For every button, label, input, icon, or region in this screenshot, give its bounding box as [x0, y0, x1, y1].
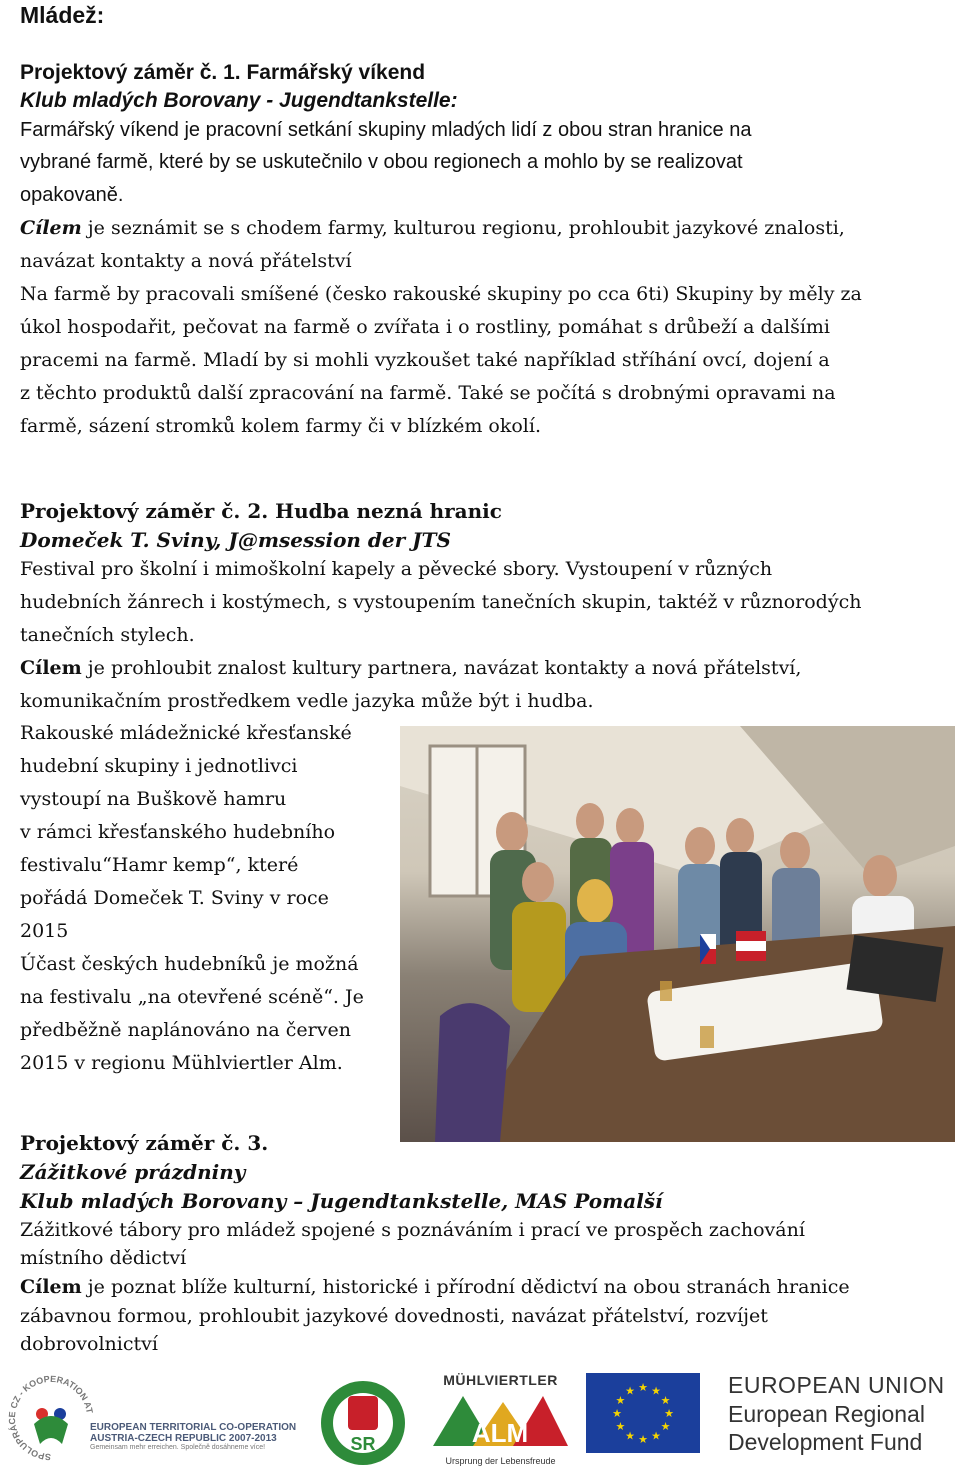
p1-heading: Projektový záměr č. 1. Farmářský víkend	[20, 61, 426, 84]
p2-side-line-3: v rámci křesťanského hudebního	[20, 821, 336, 843]
p2-side-line-5: pořádá Domeček T. Sviny v roce	[20, 887, 329, 909]
p3-subheading: Zážitkové prázdniny	[20, 1160, 246, 1184]
page-title: Mládež:	[20, 2, 105, 28]
eu-star-icon: ★	[651, 1384, 661, 1398]
eu-line1: EUROPEAN UNION	[728, 1372, 945, 1398]
p2-heading: Projektový záměr č. 2. Hudba nezná hranic	[20, 499, 502, 523]
p1-goal-line-6: farmě, sázení stromků kolem farmy či v blízkém okolí.	[20, 415, 541, 437]
p1-goal-line-0	[20, 216, 845, 240]
p1-line-0: Farmářský víkend je pracovní setkání skupiny mladých lidí z obou stran hranice na	[20, 119, 752, 141]
p1-line-1: vybrané farmě, které by se uskutečnilo v obou regionech a mohlo by se realizovat	[20, 151, 743, 173]
p2-side-line-2: vystoupí na Buškově hamru	[20, 788, 287, 810]
eu-star-icon: ★	[625, 1384, 635, 1398]
p1-goal-line-3: úkol hospodařit, pečovat na farmě o zvířata i o rostliny, pomáhat s drůbeží a dalšími	[20, 316, 831, 338]
eu-star-icon: ★	[625, 1429, 635, 1443]
eu-star-icon: ★	[612, 1407, 622, 1420]
eu-star-icon: ★	[664, 1407, 674, 1420]
sr-letters: SR	[350, 1434, 376, 1454]
p3-org: Klub mladých Borovany – Jugendtankstelle, MAS Pomalší	[20, 1189, 663, 1213]
cooperation-logo-icon	[6, 1374, 96, 1469]
p2-line-0: Festival pro školní i mimoškolní kapely a pěvecké sbory. Vystoupení v různých	[20, 558, 773, 580]
coop-line1: EUROPEAN TERRITORIAL CO-OPERATION	[90, 1422, 297, 1433]
eu-star-icon: ★	[638, 1381, 648, 1394]
eu-text-block	[728, 1370, 958, 1456]
eu-star-icon: ★	[651, 1429, 661, 1443]
alm-bottom-text: Ursprung der Lebensfreude	[445, 1456, 556, 1466]
eu-star-icon: ★	[615, 1420, 626, 1433]
alm-logo	[428, 1372, 573, 1466]
coop-ring-text: SPOLUPRÁCE CZ - KOOPERATION AT	[6, 1374, 95, 1463]
eu-star-icon: ★	[660, 1394, 671, 1407]
p1-goal-line-4: pracemi na farmě. Mladí by si mohli vyzkoušet také například stříhání ovcí, dojení a	[20, 349, 830, 371]
p3-goal-text-0: je poznat blíže kulturní, historické i přírodní dědictví na obou stranách hranice	[81, 1276, 850, 1298]
p2-goal-line-0	[20, 656, 801, 680]
p1-line-2: opakovaně.	[20, 184, 124, 206]
p2-side-line-10: 2015 v regionu Mühlviertler Alm.	[20, 1052, 343, 1074]
p2-side-line-4: festivalu“Hamr kemp“, které	[20, 854, 299, 876]
p2-org: Domeček T. Sviny, J@msession der JTS	[20, 528, 451, 552]
coop-line3: Gemeinsam mehr erreichen. Společně dosáhneme více!	[90, 1444, 266, 1451]
alm-mountains-icon	[428, 1388, 573, 1448]
eu-line3: Development Fund	[728, 1429, 923, 1455]
p2-side-line-1: hudební skupiny i jednotlivci	[20, 755, 298, 777]
p3-line-1: místního dědictví	[20, 1247, 187, 1269]
eu-star-icon: ★	[615, 1394, 626, 1407]
coop-line2: AUSTRIA-CZECH REPUBLIC 2007-2013	[90, 1433, 277, 1444]
coop-text-block	[90, 1422, 310, 1451]
p2-side-line-0: Rakouské mládežnické křesťanské	[20, 722, 352, 744]
p1-goal-line-1: navázat kontakty a nová přátelství	[20, 250, 352, 272]
p1-goal-word: Cílem	[20, 217, 82, 239]
p1-goal-text-0: je seznámit se s chodem farmy, kulturou regionu, prohloubit jazykové znalosti,	[81, 217, 845, 239]
p2-goal-word: Cílem	[20, 657, 82, 679]
p1-org: Klub mladých Borovany - Jugendtankstelle:	[20, 89, 458, 112]
footer-logos	[0, 1370, 960, 1475]
p2-goal-line-1: komunikačním prostředkem vedle jazyka může být i hudba.	[20, 690, 594, 712]
p3-goal-word: Cílem	[20, 1276, 82, 1298]
sr-logo-icon	[318, 1378, 408, 1468]
p2-line-1: hudebních žánrech i kostýmech, s vystoupením tanečních skupin, taktéž v různorodých	[20, 591, 862, 613]
eu-flag-icon	[586, 1373, 700, 1453]
p2-side-line-7: Účast českých hudebníků je možná	[20, 953, 359, 975]
p2-side-line-9: předběžně naplánováno na červen	[20, 1019, 351, 1041]
p3-goal-line-0	[20, 1275, 850, 1299]
eu-star-icon: ★	[638, 1433, 648, 1446]
p3-goal-line-1: zábavnou formou, prohloubit jazykové dovednosti, navázat přátelství, rozvíjet	[20, 1305, 768, 1327]
eu-line2: European Regional	[728, 1401, 925, 1427]
p1-goal-line-2: Na farmě by pracovali smíšené (česko rakouské skupiny po cca 6ti) Skupiny by měly za	[20, 283, 862, 305]
p3-line-0: Zážitkové tábory pro mládež spojené s poznáváním i prací ve prospěch zachování	[20, 1219, 805, 1241]
p3-heading: Projektový záměr č. 3.	[20, 1131, 269, 1155]
meeting-photo	[400, 726, 955, 1142]
meeting-photo-illustration	[400, 726, 955, 1142]
p3-goal-line-2: dobrovolnictví	[20, 1333, 158, 1355]
alm-top-text: MÜHLVIERTLER	[443, 1372, 558, 1388]
p2-goal-text-0: je prohloubit znalost kultury partnera, navázat kontakty a nová přátelství,	[81, 657, 802, 679]
p2-side-line-6: 2015	[20, 920, 69, 942]
alm-letters: ALM	[471, 1418, 529, 1448]
p2-side-line-8: na festivalu „na otevřené scéně“. Je	[20, 986, 364, 1008]
p1-goal-line-5: z těchto produktů další zpracování na farmě. Také se počítá s drobnými opravami na	[20, 382, 836, 404]
p2-line-2: tanečních stylech.	[20, 624, 195, 646]
eu-star-icon: ★	[660, 1420, 671, 1433]
